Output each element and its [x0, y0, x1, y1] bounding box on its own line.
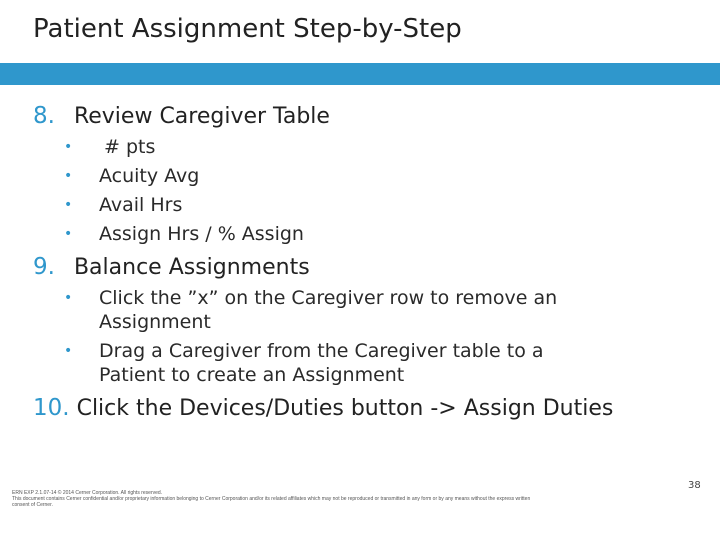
footer-line: This document contains Cerner confidential and/or proprietary information belonging to Cerner Corporation and/or its related affiliates which may not be reproduced or transmitted in any form or by any means without the express written [12, 496, 531, 502]
bullet-text: # pts [104, 136, 156, 158]
bullet-icon: • [64, 168, 73, 184]
bullet-icon: • [64, 343, 73, 359]
step-label: Balance Assignments [73, 255, 310, 280]
step-number: 9. [33, 254, 55, 280]
step-label: Review Caregiver Table [73, 104, 330, 129]
bullet-text: Assign Hrs / % Assign [99, 223, 304, 245]
bullet-text: Acuity Avg [99, 165, 200, 187]
step-number: 8. [33, 103, 55, 129]
footer-line: ERN EXP 2.1.07-14 © 2014 Cerner Corporation. All rights reserved. [12, 490, 163, 496]
bullet-text-line: Drag a Caregiver from the Caregiver table to a [99, 340, 544, 362]
bullet-item [64, 286, 704, 334]
step-9 [33, 254, 310, 280]
footer-line: consent of Cerner. [12, 502, 53, 508]
step-10 [33, 395, 613, 421]
bullet-item [64, 193, 664, 217]
bullet-text-line: Assignment [99, 311, 211, 333]
page-number: 38 [688, 480, 701, 491]
bullet-icon: • [64, 197, 73, 213]
bullet-item [64, 339, 704, 387]
bullet-text-line: Patient to create an Assignment [99, 364, 405, 386]
bullet-icon: • [64, 226, 73, 242]
copyright-footer [12, 490, 692, 508]
bullet-item [64, 222, 664, 246]
bullet-icon: • [64, 139, 73, 155]
bullet-text-line: Click the ”x” on the Caregiver row to remove an [99, 287, 558, 309]
bullet-text: Avail Hrs [99, 194, 183, 216]
step-label: Click the Devices/Duties button -> Assign Duties [76, 396, 614, 421]
step-number: 10. [33, 395, 70, 421]
bullet-item [64, 164, 664, 188]
step-8 [33, 103, 330, 129]
slide-title: Patient Assignment Step-by-Step [33, 14, 462, 44]
bullet-icon: • [64, 290, 73, 306]
bullet-item [64, 135, 664, 159]
title-accent-bar [0, 63, 720, 85]
